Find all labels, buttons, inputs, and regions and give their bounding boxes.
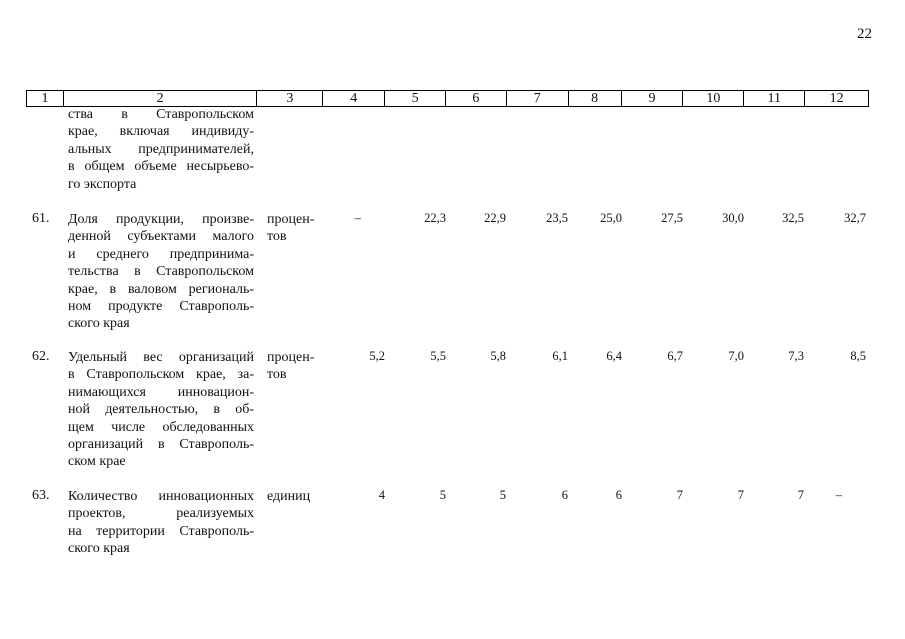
value-cell: 30,0 xyxy=(722,211,744,225)
header-col-12: 12 xyxy=(829,91,844,106)
value-cell: 5,5 xyxy=(430,349,446,363)
header-col-6: 6 xyxy=(446,91,507,106)
value-cell: 7 xyxy=(737,488,744,502)
table-header-row xyxy=(26,90,869,107)
value-cell: 23,5 xyxy=(546,211,568,225)
indicator-line: ского края xyxy=(68,316,130,332)
continuation-text xyxy=(68,106,254,193)
value-cell: 32,5 xyxy=(782,211,804,225)
row-number: 63. xyxy=(32,488,50,503)
header-col-4: 4 xyxy=(323,91,385,106)
unit-line: процен- xyxy=(267,350,315,365)
value-cell: 7,3 xyxy=(788,349,804,363)
header-col-7: 7 xyxy=(507,91,569,106)
header-col-5: 5 xyxy=(385,91,446,106)
unit-cell xyxy=(267,211,314,246)
continuation-line: в общем объеме несырьево- xyxy=(68,159,254,175)
indicator-line: Удельный вес организаций xyxy=(68,350,254,365)
value-cell: 6,7 xyxy=(667,349,683,363)
continuation-line: ства в Ставропольском xyxy=(68,107,254,122)
header-col-10: 10 xyxy=(683,91,744,106)
indicator-line: тельства в Ставропольском xyxy=(68,264,254,280)
indicator-text xyxy=(68,349,254,471)
continuation-line: го экспорта xyxy=(68,176,137,192)
indicator-line: ском крае xyxy=(68,454,126,470)
value-cell: – xyxy=(835,488,842,502)
indicator-line: на территории Ставрополь- xyxy=(68,523,254,539)
unit-cell xyxy=(267,488,310,505)
value-cell: 25,0 xyxy=(600,211,622,225)
header-col-8: 8 xyxy=(569,91,622,106)
value-cell: 22,3 xyxy=(424,211,446,225)
indicator-line: ной деятельностью, в об- xyxy=(68,402,254,418)
value-cell: 5 xyxy=(439,488,446,502)
indicator-line: Доля продукции, произве- xyxy=(68,212,254,227)
header-col-9: 9 xyxy=(622,91,684,106)
value-cell: 7,0 xyxy=(728,349,744,363)
value-cell: – xyxy=(354,211,361,225)
row-number: 62. xyxy=(32,349,50,364)
value-cell: 5,8 xyxy=(490,349,506,363)
indicator-line: ского края xyxy=(68,541,130,557)
value-cell: 4 xyxy=(378,488,385,502)
indicator-line: крае, в валовом региональ- xyxy=(68,281,254,297)
indicator-line: нимающихся инновацион- xyxy=(68,384,254,400)
unit-line: процен- xyxy=(267,212,315,227)
header-col-11: 11 xyxy=(744,91,805,106)
indicator-text xyxy=(68,488,254,558)
indicator-line: Количество инновационных xyxy=(68,489,254,504)
value-cell: 6 xyxy=(561,488,568,502)
continuation-line: крае, включая индивиду- xyxy=(68,124,254,140)
header-col-2: 2 xyxy=(64,91,258,106)
value-cell: 6,4 xyxy=(606,349,622,363)
indicator-line: организаций в Ставрополь- xyxy=(68,437,254,453)
indicator-line: щем числе обследованных xyxy=(68,419,254,435)
value-cell: 7 xyxy=(797,488,804,502)
unit-line: единиц xyxy=(267,489,311,504)
value-cell: 32,7 xyxy=(844,211,866,225)
value-cell: 6 xyxy=(615,488,622,502)
value-cell: 6,1 xyxy=(552,349,568,363)
indicator-line: в Ставропольском крае, за- xyxy=(68,367,254,383)
row-number: 61. xyxy=(32,211,50,226)
unit-line: тов xyxy=(267,229,287,245)
continuation-line: альных предпринимателей, xyxy=(68,141,254,157)
indicator-text xyxy=(68,211,254,333)
value-cell: 8,5 xyxy=(850,349,866,363)
value-cell: 27,5 xyxy=(661,211,683,225)
unit-cell xyxy=(267,349,314,384)
value-cell: 22,9 xyxy=(484,211,506,225)
indicator-line: денной субъектами малого xyxy=(68,229,254,245)
value-cell: 7 xyxy=(676,488,683,502)
page-number: 22 xyxy=(857,26,872,42)
header-col-1: 1 xyxy=(27,91,64,106)
value-cell: 5 xyxy=(499,488,506,502)
indicator-line: проектов, реализуемых xyxy=(68,506,254,522)
header-col-3: 3 xyxy=(257,91,323,106)
indicator-line: и среднего предпринима- xyxy=(68,246,254,262)
indicator-line: ном продукте Ставрополь- xyxy=(68,299,254,315)
value-cell: 5,2 xyxy=(369,349,385,363)
unit-line: тов xyxy=(267,367,287,383)
